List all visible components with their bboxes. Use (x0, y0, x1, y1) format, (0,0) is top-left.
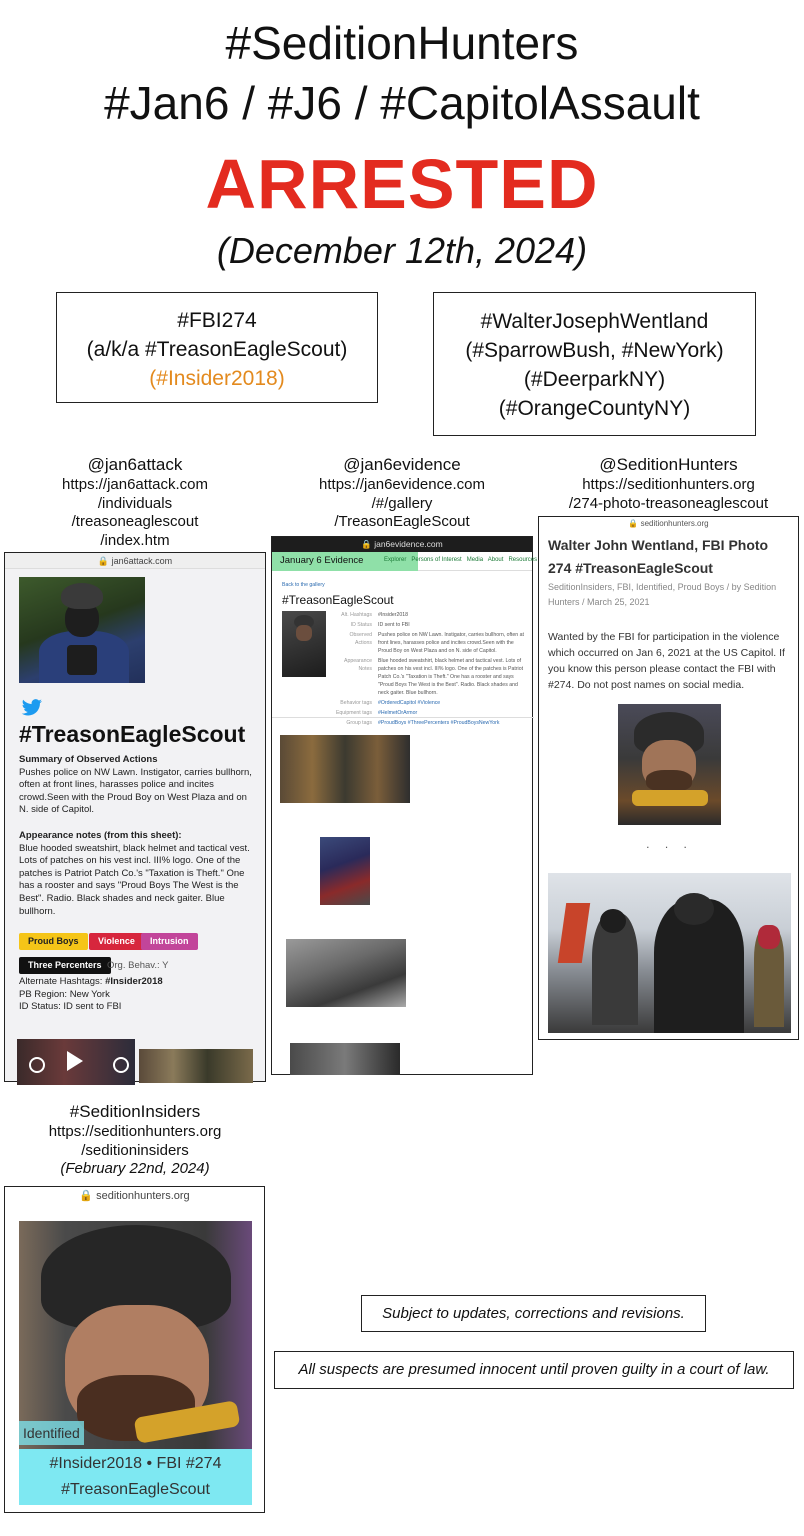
fbi-insider-tag: (#Insider2018) (149, 367, 285, 390)
url-bar[interactable] (272, 537, 532, 552)
alt-hashtags-label: Alternate Hashtags: (19, 976, 103, 987)
back-link[interactable]: Back to the gallery (282, 582, 325, 588)
identity-county: (#OrangeCountyNY) (498, 397, 691, 420)
screenshot-jan6evidence (271, 536, 538, 1075)
thumbnail-strip[interactable] (139, 1049, 253, 1083)
fbi-photo-274[interactable] (618, 704, 721, 825)
evidence-title: #TreasonEagleScout (282, 593, 394, 607)
identified-badge: Identified (19, 1421, 84, 1445)
nav-links (384, 553, 537, 568)
rewind-icon[interactable] (29, 1057, 45, 1073)
url-text: seditionhunters.org (640, 519, 709, 528)
source-url-line[interactable]: /treasoneaglescout (71, 513, 199, 530)
insider-caption-line2: #TreasonEagleScout (61, 1481, 210, 1498)
identity-location: (#SparrowBush, #NewYork) (465, 339, 724, 362)
summary-text: Pushes police on NW Lawn. Instigator, carries bullhorn, often at front lines, harasses police and incites crowd.Seen with the Proud Boy on West Plaza and on N. side of Capitol. (19, 766, 252, 816)
lock-icon: 🔒 (361, 539, 372, 549)
url-text: jan6evidence.com (374, 539, 443, 549)
source-url-line[interactable]: https://seditionhunters.org (48, 1123, 222, 1140)
screenshot-seditioninsiders (4, 1186, 265, 1513)
summary-heading: Summary of Observed Actions (19, 754, 158, 765)
tag-intrusion[interactable]: Intrusion (141, 933, 198, 950)
source-url-line[interactable]: https://seditionhunters.org (582, 476, 755, 493)
screenshot-seditionhunters (538, 516, 799, 1040)
hashtag-title-jan6: #Jan6 / #J6 / #CapitolAssault (104, 77, 700, 129)
source-url-line[interactable]: /274-photo-treasoneaglescout (568, 494, 769, 512)
fbi-id-box (56, 292, 378, 403)
lock-icon: 🔒 (628, 519, 639, 528)
nav-about[interactable]: About (487, 557, 504, 563)
lock-icon: 🔒 (97, 556, 110, 566)
hashtag-title-seditionhunters: #SeditionHunters (225, 17, 579, 69)
source-url-line[interactable]: /#/gallery (371, 494, 433, 512)
tag-proud-boys[interactable]: Proud Boys (19, 933, 88, 950)
source-date: (February 22nd, 2024) (60, 1160, 210, 1177)
nav-media[interactable]: Media (466, 557, 484, 563)
nav-explorer[interactable]: Explorer (384, 557, 407, 563)
evidence-details: Alt. Hashtags #Insider2018 ID Status ID sent to FBI Observed Actions Pushes police on NW Lawn. Instigator, carries bullhorn, often at front lines, harasses police and incites crowd.Seen with the Proud Boy on West Plaza and on N. side of Capitol. Appearance Notes Blue hooded sweatshirt, black helmet and tactical vest. Lots of patches on his vest incl. III% logo. One of the patches is Patriot Patch Co.'s "Taxation is Theft." One has a rooster and says "Proud Boys The West is the Best". Radio. Black shades and neck gaiter. Blue bullhorn. Behavior tags #OrderedCapitol #Violence Equipment tags #HelmetOrArmor Group tags #ProudBoys #ThreePercenters #ProudBoysNewYork (335, 612, 524, 726)
pb-region: PB Region: New York (19, 988, 110, 1000)
summary-section (19, 754, 257, 817)
arrest-date: (December 12th, 2024) (216, 230, 588, 271)
fbi-number: #FBI274 (177, 309, 257, 332)
forward-icon[interactable] (113, 1057, 129, 1073)
alt-hashtags-value: #Insider2018 (105, 976, 163, 987)
source-url-line[interactable]: https://jan6attack.com (62, 476, 208, 493)
meta-section (19, 976, 259, 1014)
source-url-line[interactable]: https://jan6evidence.com (319, 476, 485, 493)
video-player[interactable] (17, 1039, 135, 1085)
site-nav (272, 552, 538, 571)
source-jan6attack (4, 454, 266, 550)
lock-icon: 🔒 (79, 1190, 94, 1202)
insider-caption (19, 1449, 252, 1505)
post-title[interactable]: Walter John Wentland, FBI Photo 274 #TreasonEagleScout (548, 537, 769, 576)
url-text: jan6attack.com (111, 556, 173, 566)
arrested-status: ARRESTED (205, 145, 599, 223)
evidence-image[interactable] (320, 837, 370, 905)
play-icon[interactable] (67, 1051, 83, 1071)
site-brand[interactable]: January 6 Evidence (280, 555, 364, 566)
fbi-aka: (a/k/a #TreasonEagleScout) (86, 338, 348, 361)
suspect-photo[interactable] (19, 577, 145, 683)
tag-three-percenters[interactable]: Three Percenters (19, 957, 111, 974)
identity-box (433, 292, 756, 436)
url-bar[interactable] (5, 553, 265, 569)
tag-violence[interactable]: Violence (89, 933, 144, 950)
evidence-image-grid[interactable] (280, 735, 410, 803)
source-seditioninsiders (4, 1101, 266, 1179)
evidence-image[interactable] (286, 939, 406, 1007)
nav-resources[interactable]: Resources (508, 557, 538, 563)
disclaimer-updates: Subject to updates, corrections and revisions. (361, 1295, 706, 1332)
screenshot-jan6attack (4, 552, 266, 1082)
source-url-line[interactable]: /index.htm (100, 531, 170, 549)
evidence-image[interactable] (290, 1043, 400, 1075)
source-seditionhunters (536, 454, 801, 513)
source-url-line[interactable]: /individuals (97, 494, 173, 512)
org-behavior: Org. Behav.: Y (107, 960, 169, 971)
identity-town: (#DeerparkNY) (523, 368, 666, 391)
twitter-bird-icon[interactable] (21, 699, 43, 717)
id-status: ID Status: ID sent to FBI (19, 1001, 122, 1013)
insider-photo[interactable] (19, 1221, 252, 1451)
disclaimer-innocent: All suspects are presumed innocent until proven guilty in a court of law. (274, 1351, 794, 1389)
alt-hashtags (19, 976, 259, 989)
post-meta: SeditionInsiders, FBI, Identified, Proud Boys / by Sedition Hunters / March 25, 2021 (548, 582, 777, 607)
protest-photo[interactable] (548, 873, 791, 1033)
appearance-section (19, 830, 259, 918)
ellipsis: . . . (646, 837, 693, 851)
appearance-text: Blue hooded sweatshirt, black helmet and tactical vest. Lots of patches on his vest incl. III% logo. One of the patches is Patriot Patch Co.'s "Taxation is Theft." One has a rooster and says "Proud Boys The West is the Best". Radio. Black shades and neck gaiter. Blue bullhorn. (19, 842, 250, 917)
source-url-line[interactable]: /seditioninsiders (81, 1141, 189, 1159)
source-jan6evidence (271, 454, 533, 532)
identity-name: #WalterJosephWentland (480, 310, 709, 333)
source-handle: @SeditionHunters (599, 455, 738, 474)
insider-caption-line1: #Insider2018 • FBI #274 (49, 1455, 222, 1472)
suspect-photo[interactable] (282, 611, 326, 677)
suspect-title: #TreasonEagleScout (19, 721, 246, 747)
url-bar[interactable] (539, 517, 798, 531)
url-bar[interactable] (5, 1187, 264, 1205)
post-body: Wanted by the FBI for participation in the violence which occurred on Jan 6, 2021 at the US Capitol. If you know this person please contact the FBI with #274. Do not post names on social media. (548, 631, 785, 691)
appearance-heading: Appearance notes (from this sheet): (19, 830, 182, 841)
url-text: seditionhunters.org (96, 1190, 190, 1202)
source-handle: @jan6attack (87, 455, 183, 474)
source-handle: @jan6evidence (343, 455, 461, 474)
nav-persons[interactable]: Persons of Interest (411, 557, 462, 563)
source-url-line[interactable]: /TreasonEagleScout (334, 513, 470, 530)
source-handle: #SeditionInsiders (69, 1102, 201, 1121)
